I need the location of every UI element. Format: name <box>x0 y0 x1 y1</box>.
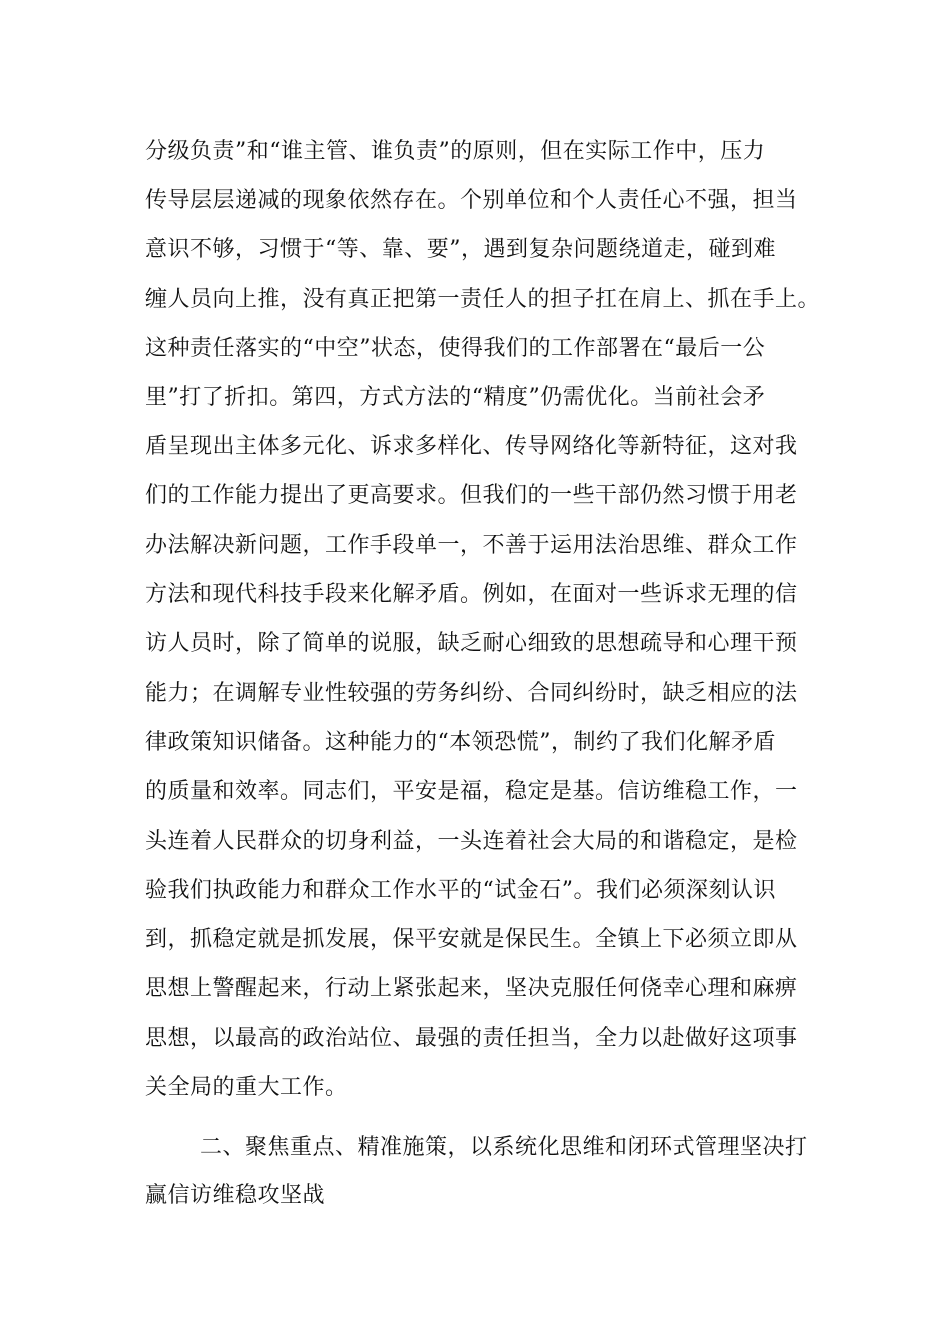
text-line: 传导层层递减的现象依然存在。个别单位和个人责任心不强，担当 <box>145 188 798 213</box>
text-line: 能力；在调解专业性较强的劳务纠纷、合同纠纷时，缺乏相应的法 <box>145 681 798 706</box>
text-line: 方法和现代科技手段来化解矛盾。例如，在面对一些诉求无理的信 <box>145 582 798 607</box>
text-line: 关全局的重大工作。 <box>145 1075 348 1100</box>
heading-line: 二、聚焦重点、精准施策，以系统化思维和闭环式管理坚决打 <box>200 1135 808 1160</box>
text-line: 律政策知识储备。这种能力的“本领恐慌”，制约了我们化解矛盾 <box>145 730 776 755</box>
text-line: 分级负责”和“谁主管、谁负责”的原则，但在实际工作中，压力 <box>145 139 766 164</box>
text-line: 意识不够，习惯于“等、靠、要”，遇到复杂问题绕道走，碰到难 <box>145 237 776 262</box>
text-line: 思想，以最高的政治站位、最强的责任担当，全力以赴做好这项事 <box>145 1026 798 1051</box>
text-line: 验我们执政能力和群众工作水平的“试金石”。我们必须深刻认识 <box>145 878 776 903</box>
text-line: 思想上警醒起来，行动上紧张起来，坚决克服任何侥幸心理和麻痹 <box>145 976 798 1001</box>
text-line: 到，抓稳定就是抓发展，保平安就是保民生。全镇上下必须立即从 <box>145 927 798 952</box>
heading-line: 赢信访维稳攻坚战 <box>145 1183 326 1208</box>
text-line: 办法解决新问题，工作手段单一，不善于运用法治思维、群众工作 <box>145 533 798 558</box>
text-line: 盾呈现出主体多元化、诉求多样化、传导网络化等新特征，这对我 <box>145 434 798 459</box>
text-line: 们的工作能力提出了更高要求。但我们的一些干部仍然习惯于用老 <box>145 483 798 508</box>
text-line: 里”打了折扣。第四，方式方法的“精度”仍需优化。当前社会矛 <box>145 385 766 410</box>
text-line: 缠人员向上推，没有真正把第一责任人的担子扛在肩上、抓在手上。 <box>145 287 821 312</box>
text-line: 头连着人民群众的切身利益，一头连着社会大局的和谐稳定，是检 <box>145 829 798 854</box>
text-line: 的质量和效率。同志们，平安是福，稳定是基。信访维稳工作，一 <box>145 779 798 804</box>
text-line: 访人员时，除了简单的说服，缺乏耐心细致的思想疏导和心理干预 <box>145 631 798 656</box>
text-line: 这种责任落实的“中空”状态，使得我们的工作部署在“最后一公 <box>145 336 766 361</box>
